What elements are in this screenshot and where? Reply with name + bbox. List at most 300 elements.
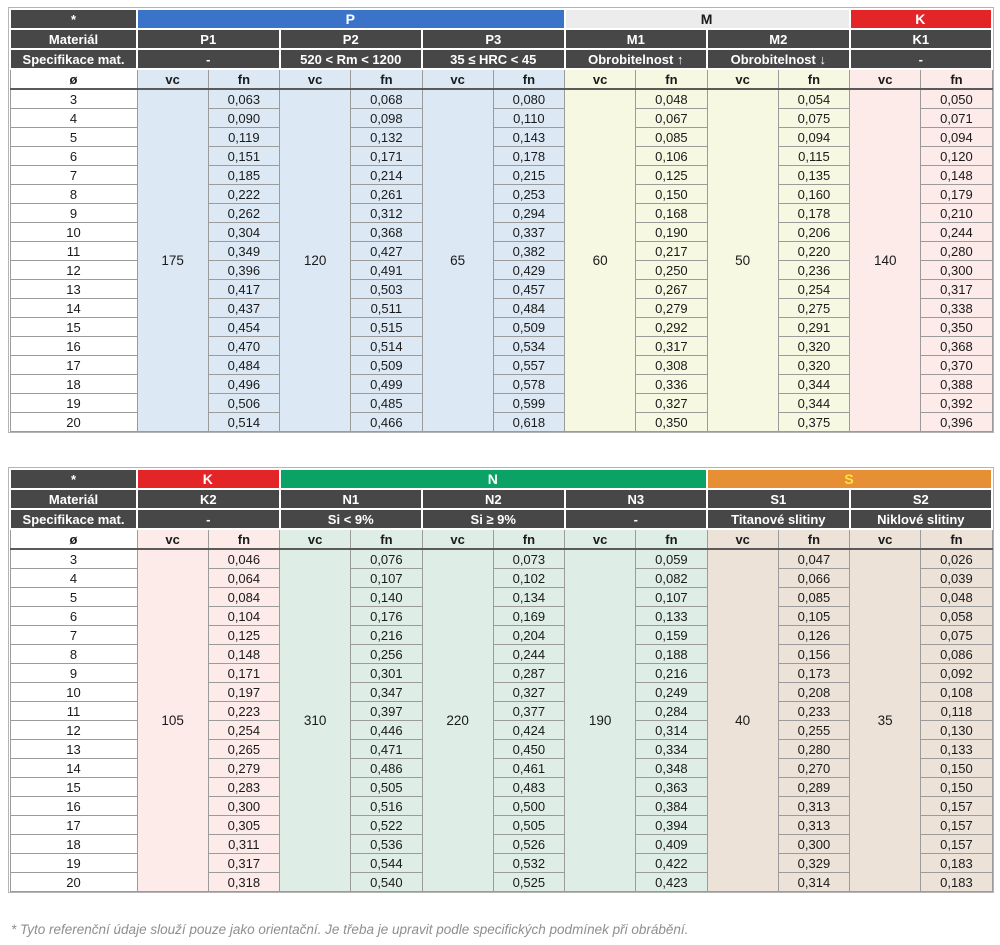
diameter-cell: 14 — [10, 299, 137, 318]
fn-value-P2: 0,466 — [351, 413, 422, 432]
fn-value-M1: 0,327 — [636, 394, 707, 413]
diameter-cell: 7 — [10, 166, 137, 185]
material-header-M1: M1 — [565, 29, 708, 49]
fn-value-M1: 0,308 — [636, 356, 707, 375]
fn-value-N3: 0,422 — [636, 854, 707, 873]
fn-value-K2: 0,254 — [208, 721, 279, 740]
fn-value-P2: 0,491 — [351, 261, 422, 280]
fn-value-M2: 0,344 — [778, 394, 849, 413]
fn-value-K1: 0,280 — [921, 242, 992, 261]
diameter-cell: 13 — [10, 280, 137, 299]
fn-value-S1: 0,173 — [778, 664, 849, 683]
fn-value-K2: 0,171 — [208, 664, 279, 683]
fn-value-M1: 0,217 — [636, 242, 707, 261]
diameter-cell: 17 — [10, 356, 137, 375]
fn-value-N1: 0,486 — [351, 759, 422, 778]
fn-value-N1: 0,516 — [351, 797, 422, 816]
group-header-P: P — [137, 9, 565, 29]
spec-S1: Titanové slitiny — [707, 509, 850, 529]
fn-value-N3: 0,348 — [636, 759, 707, 778]
fn-value-S2: 0,130 — [921, 721, 992, 740]
tables-host — [9, 8, 991, 892]
diameter-cell: 5 — [10, 128, 137, 147]
fn-value-K2: 0,046 — [208, 549, 279, 569]
fn-value-S2: 0,118 — [921, 702, 992, 721]
diameter-cell: 4 — [10, 109, 137, 128]
fn-value-S1: 0,208 — [778, 683, 849, 702]
spec-N1: Si < 9% — [280, 509, 423, 529]
material-header-K2: K2 — [137, 489, 280, 509]
fn-value-P3: 0,215 — [493, 166, 564, 185]
material-header-S2: S2 — [850, 489, 993, 509]
fn-value-M2: 0,115 — [778, 147, 849, 166]
diameter-cell: 19 — [10, 854, 137, 873]
fn-value-P2: 0,261 — [351, 185, 422, 204]
fn-value-N2: 0,525 — [493, 873, 564, 892]
diameter-cell: 4 — [10, 569, 137, 588]
fn-value-K1: 0,050 — [921, 89, 992, 109]
fn-value-K2: 0,197 — [208, 683, 279, 702]
fn-value-K1: 0,317 — [921, 280, 992, 299]
fn-value-M2: 0,075 — [778, 109, 849, 128]
fn-value-P2: 0,098 — [351, 109, 422, 128]
vc-header-P1: vc — [137, 69, 208, 89]
fn-value-S2: 0,157 — [921, 816, 992, 835]
fn-value-S1: 0,047 — [778, 549, 849, 569]
diameter-cell: 19 — [10, 394, 137, 413]
fn-value-M1: 0,350 — [636, 413, 707, 432]
group-header-N: N — [280, 469, 708, 489]
diameter-cell: 15 — [10, 318, 137, 337]
fn-value-M2: 0,135 — [778, 166, 849, 185]
material-header-M2: M2 — [707, 29, 850, 49]
vc-header-P2: vc — [280, 69, 351, 89]
diameter-cell: 12 — [10, 721, 137, 740]
fn-value-M1: 0,336 — [636, 375, 707, 394]
fn-value-M2: 0,291 — [778, 318, 849, 337]
fn-value-M1: 0,292 — [636, 318, 707, 337]
fn-value-N2: 0,377 — [493, 702, 564, 721]
fn-value-N2: 0,424 — [493, 721, 564, 740]
fn-value-S1: 0,329 — [778, 854, 849, 873]
fn-value-S1: 0,255 — [778, 721, 849, 740]
diameter-cell: 6 — [10, 607, 137, 626]
fn-value-N1: 0,544 — [351, 854, 422, 873]
group-header-M: M — [565, 9, 850, 29]
fn-value-N1: 0,522 — [351, 816, 422, 835]
fn-value-M2: 0,275 — [778, 299, 849, 318]
fn-value-N1: 0,536 — [351, 835, 422, 854]
star-header-cell: * — [10, 469, 137, 489]
fn-value-K2: 0,104 — [208, 607, 279, 626]
diameter-column-header: ø — [10, 69, 137, 89]
fn-value-P1: 0,063 — [208, 89, 279, 109]
fn-value-P1: 0,222 — [208, 185, 279, 204]
fn-value-P3: 0,578 — [493, 375, 564, 394]
fn-value-S2: 0,183 — [921, 854, 992, 873]
fn-value-M1: 0,317 — [636, 337, 707, 356]
fn-value-N2: 0,287 — [493, 664, 564, 683]
fn-value-N3: 0,314 — [636, 721, 707, 740]
fn-value-P3: 0,599 — [493, 394, 564, 413]
cutting-data-table-1 — [9, 8, 993, 432]
fn-value-S1: 0,314 — [778, 873, 849, 892]
fn-value-N2: 0,244 — [493, 645, 564, 664]
fn-value-N3: 0,249 — [636, 683, 707, 702]
fn-value-N2: 0,204 — [493, 626, 564, 645]
fn-value-K1: 0,148 — [921, 166, 992, 185]
fn-value-S2: 0,026 — [921, 549, 992, 569]
vc-value-N2: 220 — [422, 549, 493, 892]
diameter-cell: 3 — [10, 89, 137, 109]
fn-value-N1: 0,216 — [351, 626, 422, 645]
diameter-cell: 10 — [10, 223, 137, 242]
fn-value-N2: 0,500 — [493, 797, 564, 816]
fn-value-P3: 0,294 — [493, 204, 564, 223]
fn-value-K2: 0,125 — [208, 626, 279, 645]
fn-value-K1: 0,392 — [921, 394, 992, 413]
spec-M2: Obrobitelnost ↓ — [707, 49, 850, 69]
fn-value-P1: 0,185 — [208, 166, 279, 185]
fn-value-S1: 0,289 — [778, 778, 849, 797]
fn-value-P3: 0,178 — [493, 147, 564, 166]
fn-value-M2: 0,320 — [778, 337, 849, 356]
diameter-cell: 17 — [10, 816, 137, 835]
vc-header-N2: vc — [422, 529, 493, 549]
fn-value-S2: 0,157 — [921, 797, 992, 816]
fn-value-K2: 0,317 — [208, 854, 279, 873]
fn-header-M1: fn — [636, 69, 707, 89]
fn-value-K2: 0,279 — [208, 759, 279, 778]
fn-header-K1: fn — [921, 69, 992, 89]
diameter-cell: 13 — [10, 740, 137, 759]
material-header-P1: P1 — [137, 29, 280, 49]
fn-value-K1: 0,094 — [921, 128, 992, 147]
fn-value-P1: 0,304 — [208, 223, 279, 242]
fn-value-N3: 0,384 — [636, 797, 707, 816]
fn-value-S1: 0,066 — [778, 569, 849, 588]
fn-value-P1: 0,470 — [208, 337, 279, 356]
fn-value-M2: 0,375 — [778, 413, 849, 432]
fn-value-N1: 0,176 — [351, 607, 422, 626]
fn-value-S1: 0,156 — [778, 645, 849, 664]
diameter-cell: 9 — [10, 664, 137, 683]
diameter-cell: 20 — [10, 413, 137, 432]
fn-header-K2: fn — [208, 529, 279, 549]
fn-value-S1: 0,270 — [778, 759, 849, 778]
fn-value-P2: 0,368 — [351, 223, 422, 242]
vc-value-N3: 190 — [565, 549, 636, 892]
fn-value-P1: 0,417 — [208, 280, 279, 299]
fn-value-N2: 0,505 — [493, 816, 564, 835]
diameter-cell: 11 — [10, 702, 137, 721]
group-header-K: K — [137, 469, 280, 489]
fn-value-S1: 0,313 — [778, 797, 849, 816]
fn-value-S2: 0,150 — [921, 759, 992, 778]
spec-P1: - — [137, 49, 280, 69]
fn-header-S2: fn — [921, 529, 992, 549]
material-header-P3: P3 — [422, 29, 565, 49]
fn-value-K1: 0,350 — [921, 318, 992, 337]
fn-value-P2: 0,132 — [351, 128, 422, 147]
fn-value-K1: 0,368 — [921, 337, 992, 356]
vc-value-K2: 105 — [137, 549, 208, 892]
fn-value-P3: 0,618 — [493, 413, 564, 432]
fn-value-S1: 0,085 — [778, 588, 849, 607]
fn-value-M2: 0,236 — [778, 261, 849, 280]
fn-value-M2: 0,320 — [778, 356, 849, 375]
spec-S2: Niklové slitiny — [850, 509, 993, 529]
fn-value-P2: 0,511 — [351, 299, 422, 318]
fn-value-P1: 0,506 — [208, 394, 279, 413]
fn-value-M2: 0,220 — [778, 242, 849, 261]
diameter-cell: 5 — [10, 588, 137, 607]
fn-value-M2: 0,160 — [778, 185, 849, 204]
spec-P3: 35 ≤ HRC < 45 — [422, 49, 565, 69]
fn-value-N1: 0,140 — [351, 588, 422, 607]
fn-value-P1: 0,454 — [208, 318, 279, 337]
fn-value-P1: 0,349 — [208, 242, 279, 261]
spec-N3: - — [565, 509, 708, 529]
diameter-cell: 15 — [10, 778, 137, 797]
vc-value-N1: 310 — [280, 549, 351, 892]
fn-value-K1: 0,300 — [921, 261, 992, 280]
diameter-cell: 11 — [10, 242, 137, 261]
spec-N2: Si ≥ 9% — [422, 509, 565, 529]
fn-value-N1: 0,107 — [351, 569, 422, 588]
spec-K1: - — [850, 49, 993, 69]
fn-value-P3: 0,253 — [493, 185, 564, 204]
fn-value-P1: 0,484 — [208, 356, 279, 375]
fn-value-P2: 0,499 — [351, 375, 422, 394]
fn-value-P2: 0,171 — [351, 147, 422, 166]
fn-value-P2: 0,514 — [351, 337, 422, 356]
fn-value-S1: 0,105 — [778, 607, 849, 626]
fn-value-P3: 0,557 — [493, 356, 564, 375]
diameter-cell: 14 — [10, 759, 137, 778]
fn-value-S1: 0,280 — [778, 740, 849, 759]
fn-value-P1: 0,119 — [208, 128, 279, 147]
fn-value-M1: 0,267 — [636, 280, 707, 299]
fn-value-P1: 0,437 — [208, 299, 279, 318]
fn-value-M2: 0,344 — [778, 375, 849, 394]
material-header-N1: N1 — [280, 489, 423, 509]
fn-value-M1: 0,125 — [636, 166, 707, 185]
fn-value-P3: 0,110 — [493, 109, 564, 128]
fn-header-N2: fn — [493, 529, 564, 549]
fn-value-S2: 0,183 — [921, 873, 992, 892]
fn-value-M1: 0,085 — [636, 128, 707, 147]
fn-value-N3: 0,363 — [636, 778, 707, 797]
diameter-cell: 18 — [10, 835, 137, 854]
diameter-cell: 9 — [10, 204, 137, 223]
diameter-cell: 8 — [10, 645, 137, 664]
fn-value-K2: 0,223 — [208, 702, 279, 721]
vc-header-K2: vc — [137, 529, 208, 549]
fn-value-P3: 0,143 — [493, 128, 564, 147]
fn-value-N3: 0,133 — [636, 607, 707, 626]
vc-value-S1: 40 — [707, 549, 778, 892]
vc-header-P3: vc — [422, 69, 493, 89]
fn-header-P3: fn — [493, 69, 564, 89]
fn-value-M1: 0,190 — [636, 223, 707, 242]
fn-value-K2: 0,311 — [208, 835, 279, 854]
vc-header-M1: vc — [565, 69, 636, 89]
fn-value-P2: 0,515 — [351, 318, 422, 337]
fn-header-N3: fn — [636, 529, 707, 549]
diameter-cell: 3 — [10, 549, 137, 569]
fn-value-M1: 0,106 — [636, 147, 707, 166]
fn-value-M2: 0,206 — [778, 223, 849, 242]
fn-value-P1: 0,514 — [208, 413, 279, 432]
fn-value-P3: 0,080 — [493, 89, 564, 109]
fn-value-N2: 0,483 — [493, 778, 564, 797]
fn-value-K2: 0,148 — [208, 645, 279, 664]
fn-value-K1: 0,210 — [921, 204, 992, 223]
material-header-S1: S1 — [707, 489, 850, 509]
fn-value-K1: 0,338 — [921, 299, 992, 318]
fn-value-K1: 0,396 — [921, 413, 992, 432]
material-header-K1: K1 — [850, 29, 993, 49]
fn-value-N2: 0,532 — [493, 854, 564, 873]
spec-row-label: Specifikace mat. — [10, 509, 137, 529]
fn-value-P3: 0,382 — [493, 242, 564, 261]
fn-value-M1: 0,250 — [636, 261, 707, 280]
diameter-cell: 16 — [10, 797, 137, 816]
fn-header-P2: fn — [351, 69, 422, 89]
fn-value-P3: 0,484 — [493, 299, 564, 318]
fn-value-N1: 0,347 — [351, 683, 422, 702]
vc-value-P1: 175 — [137, 89, 208, 432]
fn-header-P1: fn — [208, 69, 279, 89]
fn-value-M1: 0,067 — [636, 109, 707, 128]
fn-value-M2: 0,094 — [778, 128, 849, 147]
fn-value-P2: 0,485 — [351, 394, 422, 413]
fn-value-S1: 0,313 — [778, 816, 849, 835]
fn-value-M1: 0,150 — [636, 185, 707, 204]
fn-value-N1: 0,505 — [351, 778, 422, 797]
fn-value-P3: 0,337 — [493, 223, 564, 242]
vc-header-S1: vc — [707, 529, 778, 549]
fn-value-N2: 0,450 — [493, 740, 564, 759]
fn-value-K1: 0,071 — [921, 109, 992, 128]
diameter-cell: 6 — [10, 147, 137, 166]
fn-value-P1: 0,496 — [208, 375, 279, 394]
diameter-cell: 10 — [10, 683, 137, 702]
fn-value-P2: 0,214 — [351, 166, 422, 185]
fn-header-N1: fn — [351, 529, 422, 549]
fn-value-N3: 0,394 — [636, 816, 707, 835]
fn-value-N1: 0,256 — [351, 645, 422, 664]
fn-value-S1: 0,300 — [778, 835, 849, 854]
vc-header-K1: vc — [850, 69, 921, 89]
fn-header-M2: fn — [778, 69, 849, 89]
fn-value-M2: 0,178 — [778, 204, 849, 223]
fn-value-M1: 0,168 — [636, 204, 707, 223]
fn-value-K1: 0,179 — [921, 185, 992, 204]
fn-value-N3: 0,082 — [636, 569, 707, 588]
fn-value-P1: 0,090 — [208, 109, 279, 128]
fn-value-S1: 0,126 — [778, 626, 849, 645]
fn-value-P3: 0,509 — [493, 318, 564, 337]
fn-value-S2: 0,092 — [921, 664, 992, 683]
fn-value-N3: 0,284 — [636, 702, 707, 721]
spec-row-label: Specifikace mat. — [10, 49, 137, 69]
fn-value-K2: 0,318 — [208, 873, 279, 892]
fn-value-N3: 0,188 — [636, 645, 707, 664]
fn-value-M2: 0,254 — [778, 280, 849, 299]
vc-value-P3: 65 — [422, 89, 493, 432]
fn-value-S1: 0,233 — [778, 702, 849, 721]
fn-value-M1: 0,279 — [636, 299, 707, 318]
fn-value-N2: 0,134 — [493, 588, 564, 607]
fn-value-N3: 0,423 — [636, 873, 707, 892]
fn-value-N2: 0,169 — [493, 607, 564, 626]
material-header-N3: N3 — [565, 489, 708, 509]
fn-value-P3: 0,534 — [493, 337, 564, 356]
fn-value-S2: 0,133 — [921, 740, 992, 759]
fn-value-S2: 0,048 — [921, 588, 992, 607]
fn-value-S2: 0,086 — [921, 645, 992, 664]
diameter-cell: 12 — [10, 261, 137, 280]
fn-value-N3: 0,159 — [636, 626, 707, 645]
material-header-P2: P2 — [280, 29, 423, 49]
fn-header-S1: fn — [778, 529, 849, 549]
fn-value-K1: 0,370 — [921, 356, 992, 375]
group-header-S: S — [707, 469, 992, 489]
fn-value-K2: 0,084 — [208, 588, 279, 607]
table-row — [10, 549, 992, 569]
fn-value-N3: 0,059 — [636, 549, 707, 569]
fn-value-N1: 0,076 — [351, 549, 422, 569]
fn-value-P2: 0,312 — [351, 204, 422, 223]
fn-value-P3: 0,457 — [493, 280, 564, 299]
fn-value-S2: 0,058 — [921, 607, 992, 626]
fn-value-N2: 0,526 — [493, 835, 564, 854]
fn-value-P2: 0,503 — [351, 280, 422, 299]
diameter-cell: 8 — [10, 185, 137, 204]
fn-value-N2: 0,102 — [493, 569, 564, 588]
vc-value-M2: 50 — [707, 89, 778, 432]
vc-header-N1: vc — [280, 529, 351, 549]
spec-M1: Obrobitelnost ↑ — [565, 49, 708, 69]
fn-value-M1: 0,048 — [636, 89, 707, 109]
fn-value-K1: 0,244 — [921, 223, 992, 242]
fn-value-N1: 0,540 — [351, 873, 422, 892]
footnote: * Tyto referenční údaje slouží pouze jako orientační. Je třeba je upravit podle specifických podmínek při obrábění. — [11, 922, 689, 937]
fn-value-S2: 0,157 — [921, 835, 992, 854]
fn-value-S2: 0,150 — [921, 778, 992, 797]
fn-value-P1: 0,262 — [208, 204, 279, 223]
group-header-K: K — [850, 9, 993, 29]
fn-value-K2: 0,265 — [208, 740, 279, 759]
fn-value-K2: 0,300 — [208, 797, 279, 816]
fn-value-N3: 0,216 — [636, 664, 707, 683]
diameter-cell: 16 — [10, 337, 137, 356]
vc-value-S2: 35 — [850, 549, 921, 892]
vc-header-N3: vc — [565, 529, 636, 549]
fn-value-M2: 0,054 — [778, 89, 849, 109]
fn-value-N2: 0,073 — [493, 549, 564, 569]
spec-P2: 520 < Rm < 1200 — [280, 49, 423, 69]
diameter-cell: 7 — [10, 626, 137, 645]
fn-value-P1: 0,151 — [208, 147, 279, 166]
fn-value-P2: 0,068 — [351, 89, 422, 109]
fn-value-K2: 0,283 — [208, 778, 279, 797]
fn-value-N2: 0,327 — [493, 683, 564, 702]
vc-value-K1: 140 — [850, 89, 921, 432]
fn-value-N3: 0,409 — [636, 835, 707, 854]
